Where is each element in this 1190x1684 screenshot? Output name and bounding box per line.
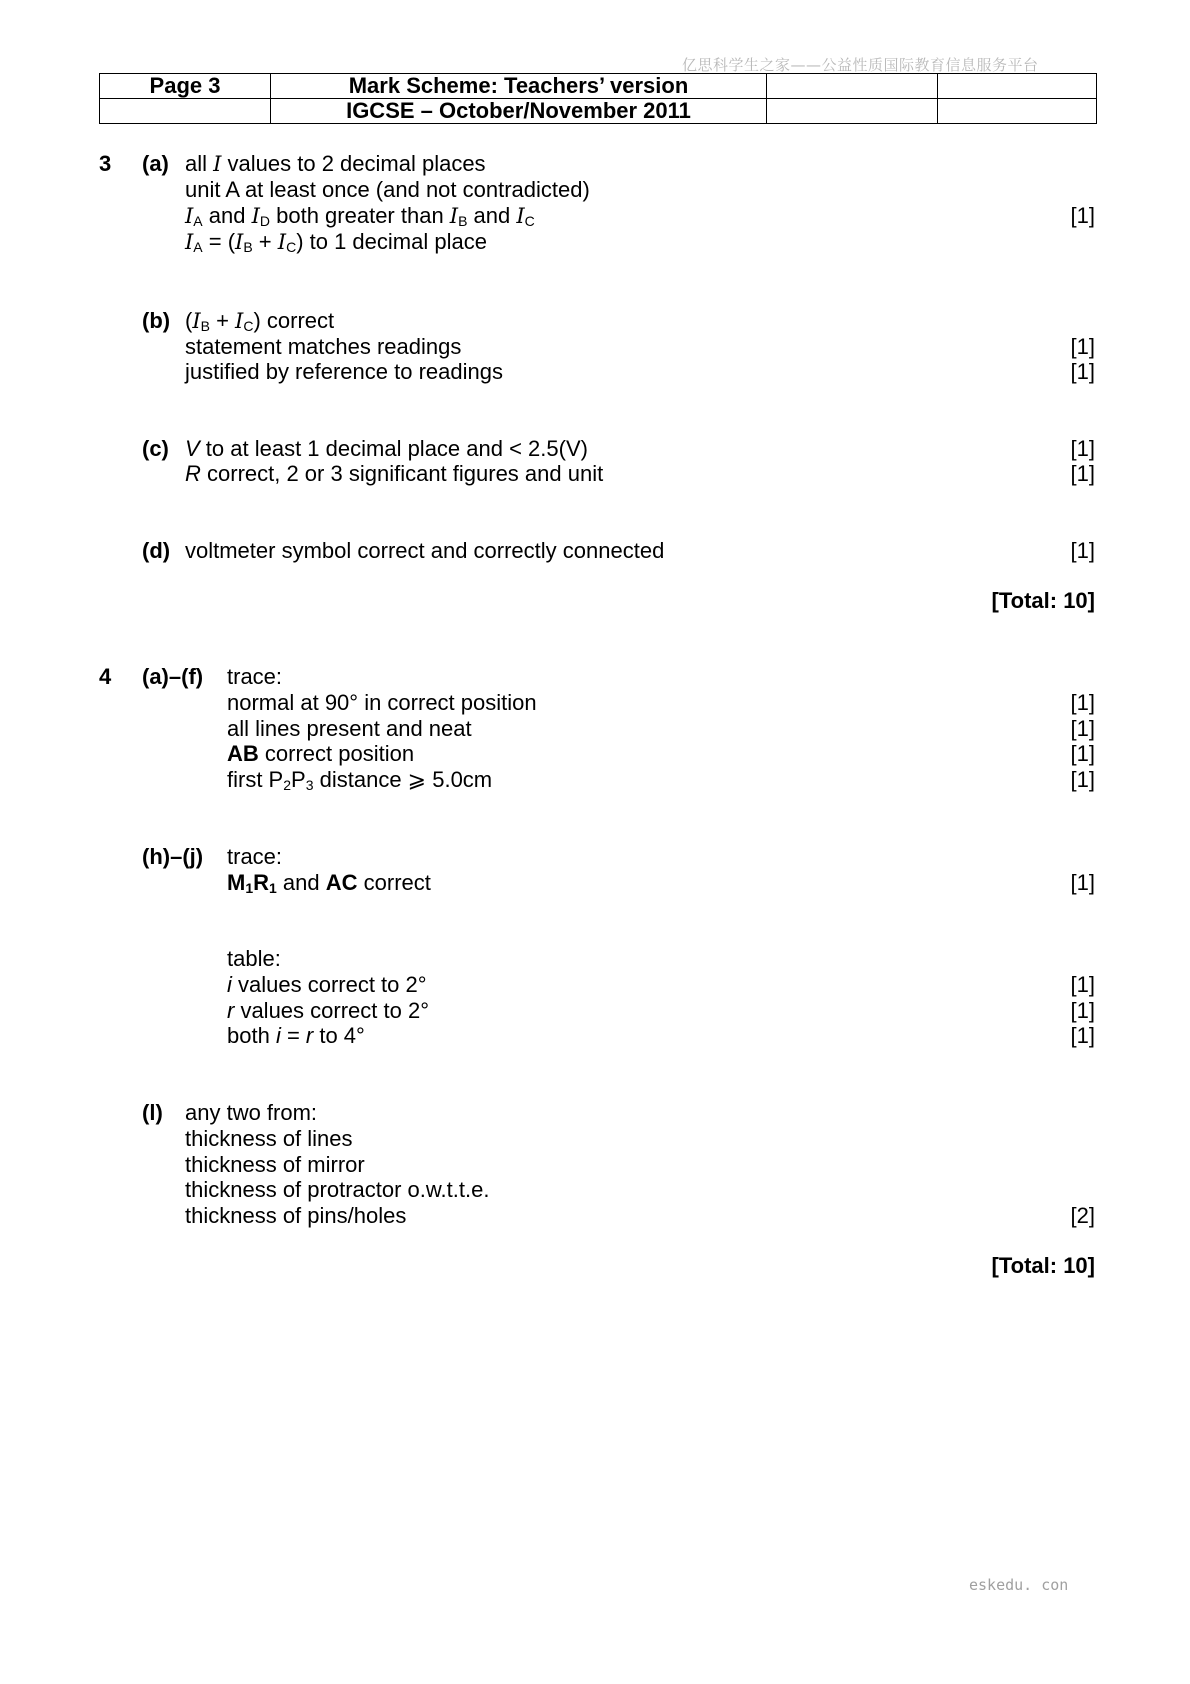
line-4l-2: thickness of lines bbox=[185, 1126, 353, 1151]
part-label-4hj: (h)–(j) bbox=[142, 844, 204, 869]
mark-4af-4: [1] bbox=[1070, 741, 1095, 766]
mark-3b-3: [1] bbox=[1070, 359, 1095, 384]
mark-4hj-i: [1] bbox=[1070, 972, 1095, 997]
line-4hj-table: table: bbox=[227, 946, 281, 971]
mark-4hj-2: [1] bbox=[1070, 870, 1095, 895]
part-label-3b: (b) bbox=[142, 308, 171, 333]
line-3b-2: statement matches readings bbox=[185, 334, 462, 359]
header-empty-cell bbox=[100, 99, 271, 124]
mark-3a: [1] bbox=[1070, 203, 1095, 228]
line-4l-3: thickness of mirror bbox=[185, 1152, 365, 1177]
header-title: Mark Scheme: Teachers’ version bbox=[271, 74, 767, 99]
part-label-4l: (l) bbox=[142, 1100, 163, 1125]
line-3a-2: unit A at least once (and not contradicted) bbox=[185, 177, 590, 202]
watermark-top: 亿思科学生之家——公益性质国际教育信息服务平台 bbox=[682, 56, 1039, 74]
line-4l-1: any two from: bbox=[185, 1100, 318, 1125]
header-empty-cell bbox=[767, 99, 938, 124]
mark-3d: [1] bbox=[1070, 538, 1095, 563]
line-3a-1: all I values to 2 decimal places bbox=[185, 151, 486, 176]
mark-4af-2: [1] bbox=[1070, 690, 1095, 715]
line-4af-1: trace: bbox=[227, 664, 283, 689]
header-empty-cell bbox=[767, 74, 938, 99]
line-4l-4: thickness of protractor o.w.t.t.e. bbox=[185, 1177, 490, 1202]
header-exam: IGCSE – October/November 2011 bbox=[271, 99, 767, 124]
header-empty-cell bbox=[938, 99, 1097, 124]
mark-3b-2: [1] bbox=[1070, 334, 1095, 359]
part-label-4af: (a)–(f) bbox=[142, 664, 204, 689]
line-3b-1: $(I_B + I_C)$ correct bbox=[185, 308, 335, 334]
part-label-3d: (d) bbox=[142, 538, 171, 563]
total-q3: [Total: 10] bbox=[991, 588, 1095, 613]
line-4hj-both: both i = r to 4° bbox=[227, 1023, 365, 1048]
question-number-4: 4 bbox=[99, 664, 112, 689]
watermark-bottom: eskedu. con bbox=[969, 1576, 1069, 1594]
line-3a-3: $I_A$ and $I_D$ both greater than $I_B$ and $I_C$ bbox=[185, 203, 535, 229]
line-4af-4: AB correct position bbox=[227, 741, 415, 766]
header-table bbox=[99, 73, 1097, 124]
total-q4: [Total: 10] bbox=[991, 1253, 1095, 1278]
line-4hj-r: r values correct to 2° bbox=[227, 998, 429, 1023]
line-3b-3: justified by reference to readings bbox=[185, 359, 503, 384]
line-4hj-i: i values correct to 2° bbox=[227, 972, 427, 997]
mark-4af-3: [1] bbox=[1070, 716, 1095, 741]
line-3a-4: $I_A = (I_B + I_C)$ to 1 decimal place bbox=[185, 229, 487, 255]
line-4af-3: all lines present and neat bbox=[227, 716, 472, 741]
line-4af-5: first $P_2P_3$ distance ⩾ 5.0cm bbox=[227, 767, 493, 793]
mark-4hj-both: [1] bbox=[1070, 1023, 1095, 1048]
part-label-3c: (c) bbox=[142, 436, 169, 461]
mark-4l: [2] bbox=[1070, 1203, 1095, 1228]
mark-4hj-r: [1] bbox=[1070, 998, 1095, 1023]
page-number: Page 3 bbox=[100, 74, 271, 99]
line-4af-2: normal at 90° in correct position bbox=[227, 690, 537, 715]
line-3c-2: R correct, 2 or 3 significant figures and unit bbox=[185, 461, 604, 486]
line-4hj-1: trace: bbox=[227, 844, 283, 869]
header-empty-cell bbox=[938, 74, 1097, 99]
line-4hj-2: $M_1R_1$ and AC correct bbox=[227, 870, 431, 896]
mark-3c-1: [1] bbox=[1070, 436, 1095, 461]
part-label-3a: (a) bbox=[142, 151, 169, 176]
line-3d-1: voltmeter symbol correct and correctly connected bbox=[185, 538, 665, 563]
line-3c-1: V to at least 1 decimal place and < 2.5(V) bbox=[185, 436, 588, 461]
question-number-3: 3 bbox=[99, 151, 112, 176]
mark-4af-5: [1] bbox=[1070, 767, 1095, 792]
line-4l-5: thickness of pins/holes bbox=[185, 1203, 407, 1228]
mark-3c-2: [1] bbox=[1070, 461, 1095, 486]
